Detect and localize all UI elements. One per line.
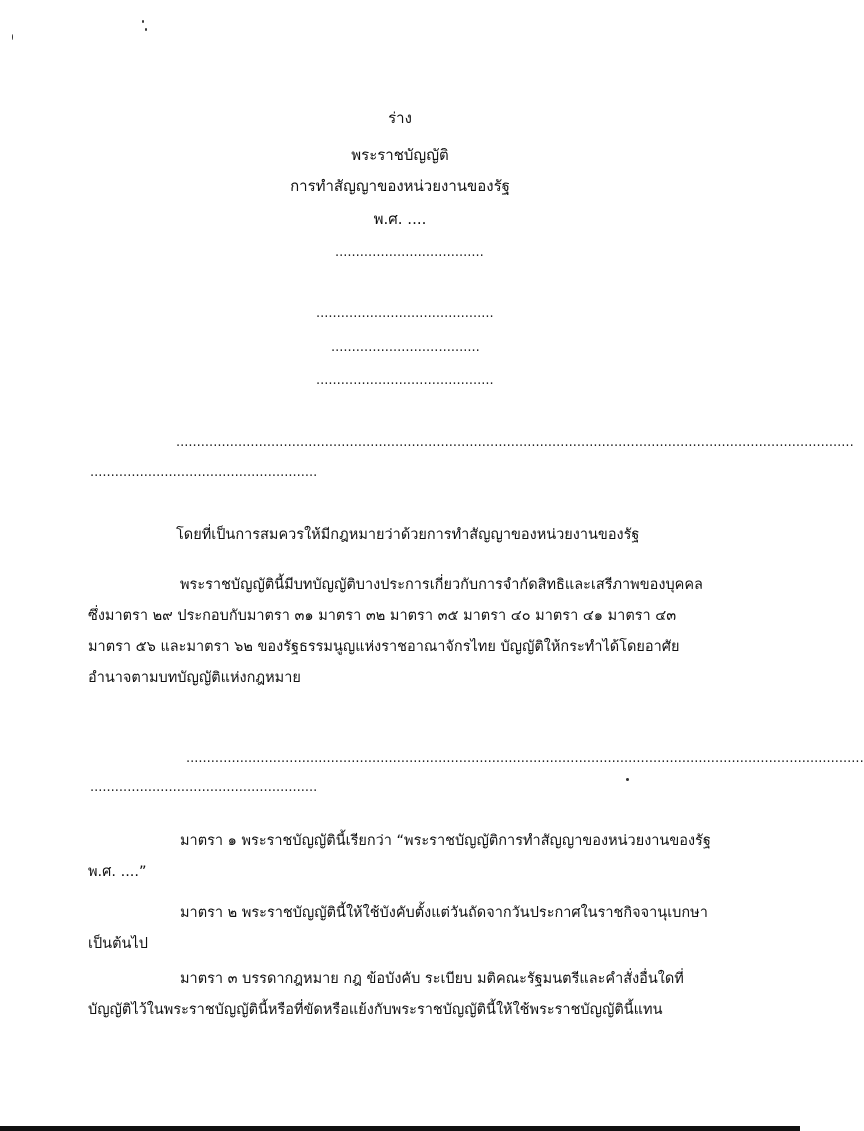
placeholder-dots-3: .................................... — [331, 340, 480, 355]
enactment-dots-2: ....................................................... — [90, 780, 318, 795]
reason-text: โดยที่เป็นการสมควรให้มีกฎหมายว่าด้วยการทำสัญญาของหน่วยงานของรัฐ — [176, 527, 640, 543]
scan-bottom-edge — [0, 1126, 800, 1131]
section-1 — [88, 826, 748, 888]
rights-line: อำนาจตามบทบัญญัติแห่งกฎหมาย — [88, 670, 301, 686]
placeholder-dots-1: .................................... — [335, 245, 484, 260]
section-2-line: เป็นต้นไป — [88, 936, 148, 952]
section-2 — [88, 898, 748, 960]
act-year: พ.ศ. .... — [373, 210, 427, 228]
enactment-dots-1: .................................................................................................................................................................... — [186, 751, 864, 766]
scan-speck — [145, 28, 147, 31]
rights-line: พระราชบัญญัตินี้มีบทบัญญัติบางประการเกี่ยวกับการจำกัดสิทธิและเสรีภาพของบุคคล — [180, 577, 703, 593]
placeholder-dots-4: ........................................... — [316, 373, 494, 388]
section-3-line: บัญญัติไว้ในพระราชบัญญัตินี้หรือที่ขัดหรือแย้งกับพระราชบัญญัตินี้ให้ใช้พระราชบัญญัตินี้แทน — [88, 1002, 663, 1018]
rights-line: ซึ่งมาตรา ๒๙ ประกอบกับมาตรา ๓๑ มาตรา ๓๒ มาตรา ๓๕ มาตรา ๔๐ มาตรา ๔๑ มาตรา ๔๓ — [88, 608, 677, 624]
scan-speck — [12, 34, 13, 40]
section-3-line: มาตรา ๓ บรรดากฎหมาย กฎ ข้อบังคับ ระเบียบ มติคณะรัฐมนตรีและคำสั่งอื่นใดที่ — [180, 971, 684, 987]
rights-paragraph — [88, 570, 748, 694]
act-title: การทำสัญญาของหน่วยงานของรัฐ — [290, 177, 510, 195]
scan-speck — [626, 778, 629, 781]
placeholder-dots-2: ........................................... — [316, 306, 494, 321]
section-1-line: มาตรา ๑ พระราชบัญญัตินี้เรียกว่า “พระราชบัญญัติการทำสัญญาของหน่วยงานของรัฐ — [180, 833, 711, 849]
preamble-dots-2: ....................................................... — [90, 465, 318, 480]
section-1-line: พ.ศ. ....” — [88, 864, 147, 880]
preamble-dots-1: .................................................................................................................................................................... — [176, 435, 854, 450]
section-2-line: มาตรา ๒ พระราชบัญญัตินี้ให้ใช้บังคับตั้งแต่วันถัดจากวันประกาศในราชกิจจานุเบกษา — [180, 905, 708, 921]
rights-line: มาตรา ๕๖ และมาตรา ๖๒ ของรัฐธรรมนูญแห่งราชอาณาจักรไทย บัญญัติให้กระทำได้โดยอาศัย — [88, 639, 680, 655]
section-3 — [88, 964, 748, 1026]
act-word: พระราชบัญญัติ — [351, 146, 449, 164]
draft-label: ร่าง — [388, 109, 412, 127]
scan-speck — [142, 20, 144, 23]
